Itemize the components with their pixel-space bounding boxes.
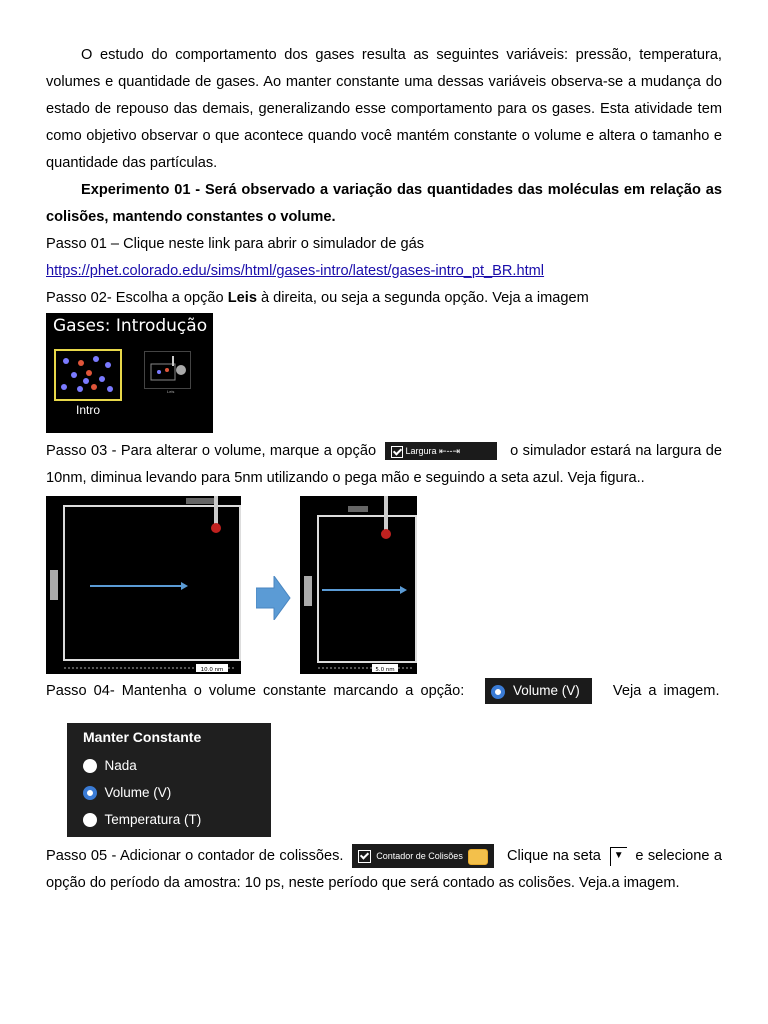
simulator-link[interactable]: https://phet.colorado.edu/sims/html/gases-intro/latest/gases-intro_pt_BR.html xyxy=(46,263,545,279)
step-4-text-end: Veja a imagem. xyxy=(612,683,720,699)
laws-label: Leis xyxy=(167,389,175,394)
step-3-text-end: o simulador estará na largura de 10nm, diminua levando para 5nm utilizando o pega mão e seguindo a seta azul. Veja figura.. xyxy=(46,443,723,486)
simulator-home-image xyxy=(46,313,213,433)
step-2-bold: Leis xyxy=(227,290,257,306)
document-page xyxy=(46,42,722,897)
step-5-text-end: e selecione a opção do período da amostra: 10 ps, neste período que será contado as colisões. Veja.a imagem. xyxy=(46,848,723,891)
collision-counter-label: Contador de Colisões xyxy=(376,851,463,862)
step-1: Passo 01 – Clique neste link para abrir o simulador de gás xyxy=(46,236,425,252)
width-arrows-icon: ⇤--⇥ xyxy=(438,446,461,457)
container-after-drawing xyxy=(300,496,417,674)
step-5-text: Passo 05 - Adicionar o contador de colissões. xyxy=(46,848,344,864)
step-3-text: Passo 03 - Para alterar o volume, marque a opção xyxy=(46,443,377,459)
container-after xyxy=(300,496,417,674)
collision-counter-widget[interactable] xyxy=(352,844,494,868)
step-5-text-mid: Clique na seta xyxy=(506,848,601,864)
option-label: Volume (V) xyxy=(104,785,172,800)
radio-selected-icon xyxy=(83,786,97,800)
checkbox-icon xyxy=(358,850,371,863)
molecules-icon xyxy=(56,351,120,399)
step-5 xyxy=(46,843,722,897)
checkbox-icon xyxy=(391,446,403,458)
option-label: Nada xyxy=(104,758,137,773)
width-after-label: 5.0 nm xyxy=(375,667,395,673)
intro-label: Intro xyxy=(76,403,101,417)
option-temperature[interactable] xyxy=(83,812,201,827)
laws-screen-thumb[interactable] xyxy=(144,351,191,389)
option-volume[interactable] xyxy=(83,785,171,800)
dropdown-arrow-icon[interactable]: ▼ xyxy=(610,847,627,866)
radio-unselected-icon xyxy=(83,759,97,773)
step-2-text: Passo 02- Escolha a opção xyxy=(46,290,228,306)
radio-unselected-icon xyxy=(83,813,97,827)
volume-radio-widget[interactable] xyxy=(485,678,591,704)
width-checkbox-widget[interactable] xyxy=(385,442,497,460)
sim-title: Gases: Introdução xyxy=(53,316,208,336)
counter-icon xyxy=(468,849,488,865)
intro-paragraph: O estudo do comportamento dos gases resulta as seguintes variáveis: pressão, temperatura, volumes e quantidade de gases. Ao manter constante uma dessas variáveis observa-se a mudança do estado de repouso das demais, generalizando esse comportamento para os gases. Esta atividade tem como objetivo observar o que acontece quando você mantém constante o volume e altera o tamanho e quantidade das partículas. xyxy=(46,47,722,171)
arrow-right-icon xyxy=(256,576,292,620)
step-4 xyxy=(46,678,722,705)
container-before-drawing xyxy=(46,496,241,674)
step-3 xyxy=(46,438,722,492)
experiment-heading: Experimento 01 - Será observado a variação das quantidades das moléculas em relação as colisões, mantendo constantes o volume. xyxy=(46,182,722,225)
volume-change-figure xyxy=(46,496,722,674)
keep-constant-panel xyxy=(67,723,271,837)
container-before xyxy=(46,496,241,674)
step-2-text-end: à direita, ou seja a segunda opção. Veja a imagem xyxy=(256,290,589,306)
width-label: Largura xyxy=(405,446,437,457)
step-4-text: Passo 04- Mantenha o volume constante marcando a opção: xyxy=(46,683,465,699)
width-before-label: 10.0 nm xyxy=(200,667,224,673)
panel-title: Manter Constante xyxy=(83,729,202,745)
step-2 xyxy=(46,285,722,312)
volume-label: Volume (V) xyxy=(512,683,580,699)
option-label: Temperatura (T) xyxy=(104,812,202,827)
laws-icon xyxy=(145,352,190,388)
option-nada[interactable] xyxy=(83,758,137,773)
intro-screen-thumb xyxy=(54,349,122,401)
radio-selected-icon xyxy=(491,685,505,699)
